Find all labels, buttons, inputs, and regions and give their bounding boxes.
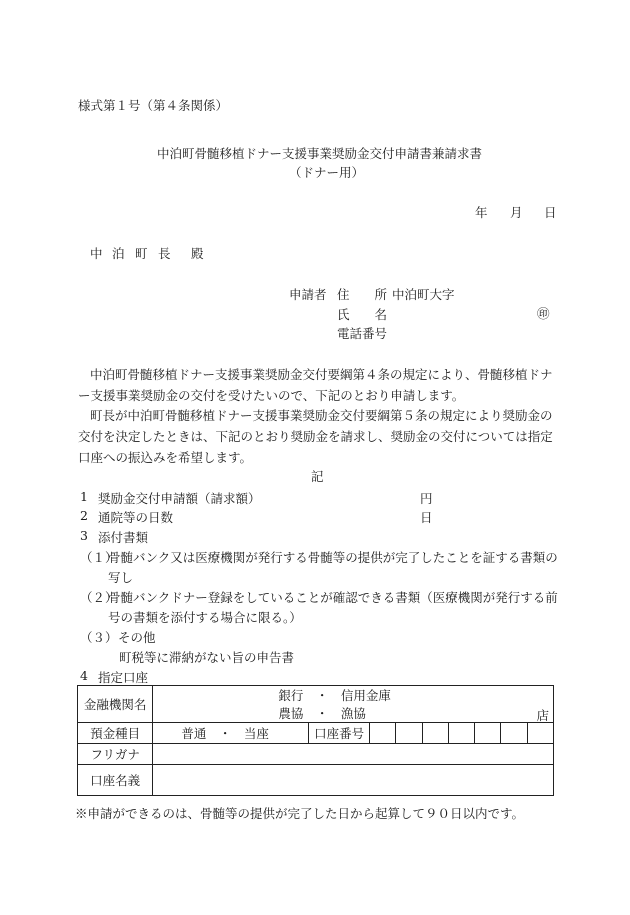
sub-item-number: （３） [80,630,118,645]
bank-type-line-2-text: 農協 ・ 漁協 [278,706,366,721]
sub-item-number: （２） [80,590,118,605]
ki-heading: 記 [311,469,324,484]
footnote: ※申請ができるのは、骨髄等の提供が完了した日から起算して９０日以内です。 [75,806,525,821]
furigana-field[interactable] [153,744,554,765]
deposit-type-label: 預金種目 [78,723,153,744]
account-table [77,685,554,796]
bank-type-line-2[interactable] [153,704,554,723]
seal-mark: ㊞ [537,306,550,321]
date-day: 日 [544,205,557,220]
addressee-char: 町 [135,246,148,261]
bank-type-line-1[interactable]: 銀行 ・ 信用金庫 [153,686,554,705]
address-label: 住 所 [337,287,388,302]
sub-item-text: 骨髄バンク又は医療機関が発行する骨髄等の提供が完了したことを証する書類の写し [108,550,558,585]
addressee-char: 長 [158,246,171,261]
account-holder-label: 口座名義 [78,765,153,796]
item-number: 3 [80,528,88,543]
sub-item-text: 骨髄バンクドナー登録をしていることが確認できる書類（医療機関が発行する前号の書類を添付する場合に限る。） [108,590,558,625]
bank-label: 金融機関名 [78,686,153,723]
account-number-digit[interactable] [527,723,553,744]
date-month: 月 [510,205,523,220]
account-number-digit[interactable] [369,723,395,744]
account-number-digit[interactable] [475,723,501,744]
name-label: 氏 名 [337,307,388,322]
addressee-char: 中 [90,246,103,261]
item-unit: 円 [420,491,433,506]
date-year: 年 [475,205,488,220]
account-number-label: 口座番号 [309,723,370,744]
body-paragraph-2: 町長が中泊町骨髄移植ドナー支援事業奨励金交付要綱第５条の規定により奨励金の交付を決定したときは、下記のとおり奨励金を請求し、奨励金の交付については指定口座への振込みを希望します。 [78,408,553,465]
branch-label: 店 [536,708,549,723]
applicant-label: 申請者 [289,287,327,302]
page-subtitle: （ドナー用） [289,165,365,180]
account-number-digit[interactable] [448,723,474,744]
item-number: 1 [80,489,88,504]
account-number-digit[interactable] [422,723,448,744]
address-value[interactable]: 中泊町大字 [392,287,455,302]
item-label: 指定口座 [98,670,149,685]
account-number-digit[interactable] [396,723,422,744]
sub-item-3-detail: 町税等に滞納がない旨の申告書 [119,650,295,665]
item-label: 奨励金交付申請額（請求額） [98,491,261,506]
account-number-digit[interactable] [501,723,527,744]
sub-item-text: その他 [118,630,156,645]
body-paragraph-1: 中泊町骨髄移植ドナー支援事業奨励金交付要綱第４条の規定により、骨髄移植ドナー支援事業奨励金の交付を受けたいので、下記のとおり申請します。 [78,367,553,403]
phone-label: 電話番号 [337,326,388,341]
furigana-label: フリガナ [78,744,153,765]
deposit-type-value[interactable]: 普通 ・ 当座 [153,723,309,744]
sub-item-number: （１） [80,550,118,565]
item-unit: 日 [420,510,433,525]
item-label: 通院等の日数 [98,510,174,525]
addressee-char: 泊 [112,246,125,261]
account-holder-field[interactable] [153,765,554,796]
item-label: 添付書類 [98,530,149,545]
addressee-honorific: 殿 [191,246,204,261]
item-number: 4 [80,668,88,683]
item-number: 2 [80,508,88,523]
form-number: 様式第１号（第４条関係） [78,98,229,113]
page-title: 中泊町骨髄移植ドナー支援事業奨励金交付申請書兼請求書 [157,146,483,161]
